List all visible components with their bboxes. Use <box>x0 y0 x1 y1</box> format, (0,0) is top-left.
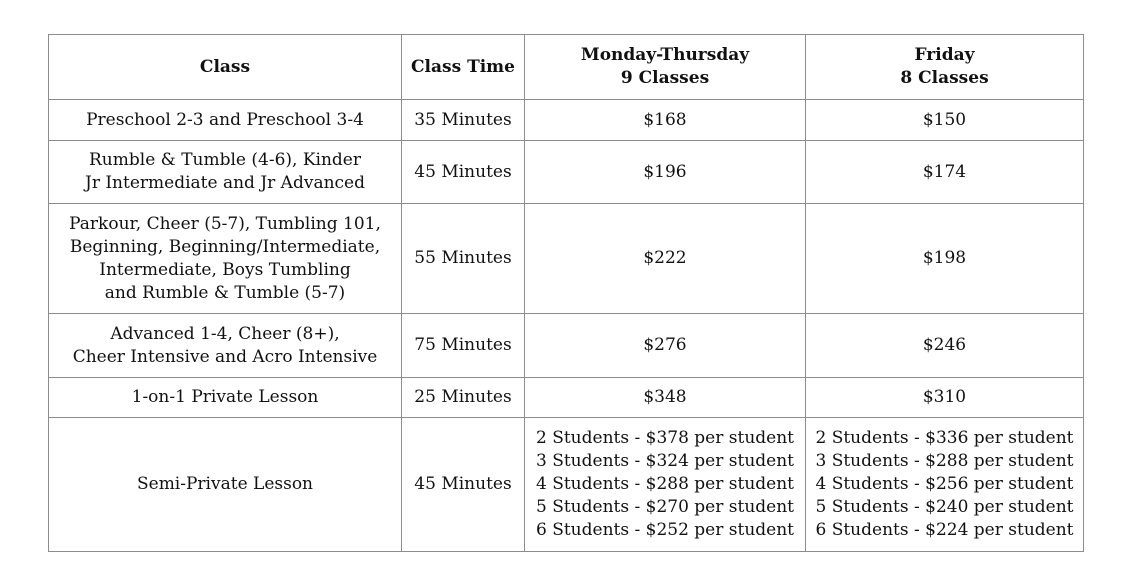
pricing-table <box>48 34 1084 552</box>
class-name-line: Beginning, Beginning/Intermediate, <box>69 236 381 257</box>
class-name-line: Advanced 1-4, Cheer (8+), <box>110 323 340 344</box>
friday-price-cell <box>806 204 1084 314</box>
mon-thu-price-cell <box>525 418 806 552</box>
price-tier-line: 3 Students - $324 per student <box>535 451 794 471</box>
class-name-line: Intermediate, Boys Tumbling <box>99 259 351 280</box>
price-tier-line: 5 Students - $240 per student <box>815 497 1074 517</box>
time-cell <box>402 378 525 418</box>
price-value: $246 <box>922 335 967 355</box>
time-cell <box>402 100 525 141</box>
class-cell <box>49 100 402 141</box>
class-name-line: Semi-Private Lesson <box>136 474 314 494</box>
friday-price-cell <box>806 141 1084 204</box>
header-class-label: Class <box>199 56 251 77</box>
price-tier-line: 2 Students - $336 per student <box>815 428 1074 448</box>
class-name-line: and Rumble & Tumble (5-7) <box>104 282 346 303</box>
class-name-line: Parkour, Cheer (5-7), Tumbling 101, <box>69 213 381 234</box>
price-tier-line: 4 Students - $256 per student <box>815 474 1074 494</box>
table-header-row <box>49 35 1084 100</box>
class-time-value: 55 Minutes <box>414 248 512 268</box>
price-value: $222 <box>643 248 687 268</box>
price-value: $196 <box>643 161 687 182</box>
header-mon-thu-line: Monday-Thursday <box>580 45 750 65</box>
class-cell <box>49 378 402 418</box>
time-cell <box>402 204 525 314</box>
mon-thu-price-cell <box>525 314 806 378</box>
class-cell <box>49 141 402 204</box>
class-cell <box>49 204 402 314</box>
mon-thu-price-cell <box>525 378 806 418</box>
price-value: $348 <box>643 387 687 407</box>
header-friday-line: 8 Classes <box>900 68 989 88</box>
header-friday-line: Friday <box>914 45 975 65</box>
price-value: $198 <box>922 248 967 268</box>
class-time-value: 45 Minutes <box>414 474 512 494</box>
friday-price-cell <box>806 378 1084 418</box>
time-cell <box>402 141 525 204</box>
header-mon-thu-line: 9 Classes <box>620 68 710 88</box>
class-time-value: 25 Minutes <box>414 387 512 407</box>
header-mon-thu <box>525 35 806 100</box>
class-name-line: 1-on-1 Private Lesson <box>131 387 319 407</box>
class-name-line: Preschool 2-3 and Preschool 3-4 <box>86 109 364 130</box>
price-tier-line: 2 Students - $378 per student <box>535 428 794 448</box>
price-tier-line: 6 Students - $224 per student <box>815 520 1074 540</box>
price-value: $168 <box>643 109 687 130</box>
class-time-value: 75 Minutes <box>414 335 512 355</box>
friday-price-cell <box>806 314 1084 378</box>
price-tier-line: 6 Students - $252 per student <box>535 520 794 540</box>
price-value: $150 <box>922 109 967 130</box>
time-cell <box>402 418 525 552</box>
header-class-time-label: Class Time <box>411 56 515 77</box>
friday-price-cell <box>806 418 1084 552</box>
price-value: $276 <box>643 335 687 355</box>
time-cell <box>402 314 525 378</box>
price-tier-line: 5 Students - $270 per student <box>535 497 794 517</box>
class-time-value: 35 Minutes <box>414 109 512 130</box>
mon-thu-price-cell <box>525 204 806 314</box>
mon-thu-price-cell <box>525 141 806 204</box>
class-name-line: Cheer Intensive and Acro Intensive <box>72 346 378 367</box>
friday-price-cell <box>806 100 1084 141</box>
class-time-value: 45 Minutes <box>414 161 512 182</box>
class-cell <box>49 418 402 552</box>
mon-thu-price-cell <box>525 100 806 141</box>
table-row <box>49 204 1084 314</box>
header-class <box>49 35 402 100</box>
price-tier-line: 3 Students - $288 per student <box>815 451 1074 471</box>
price-value: $174 <box>922 161 967 182</box>
class-cell <box>49 314 402 378</box>
header-class-time <box>402 35 525 100</box>
price-tier-line: 4 Students - $288 per student <box>535 474 794 494</box>
class-name-line: Rumble & Tumble (4-6), Kinder <box>89 150 361 170</box>
table-row <box>49 141 1084 204</box>
table-row <box>49 100 1084 141</box>
price-value: $310 <box>922 387 967 407</box>
table-row <box>49 418 1084 552</box>
table-row <box>49 314 1084 378</box>
header-friday <box>806 35 1084 100</box>
class-name-line: Jr Intermediate and Jr Advanced <box>85 173 365 193</box>
table-row <box>49 378 1084 418</box>
